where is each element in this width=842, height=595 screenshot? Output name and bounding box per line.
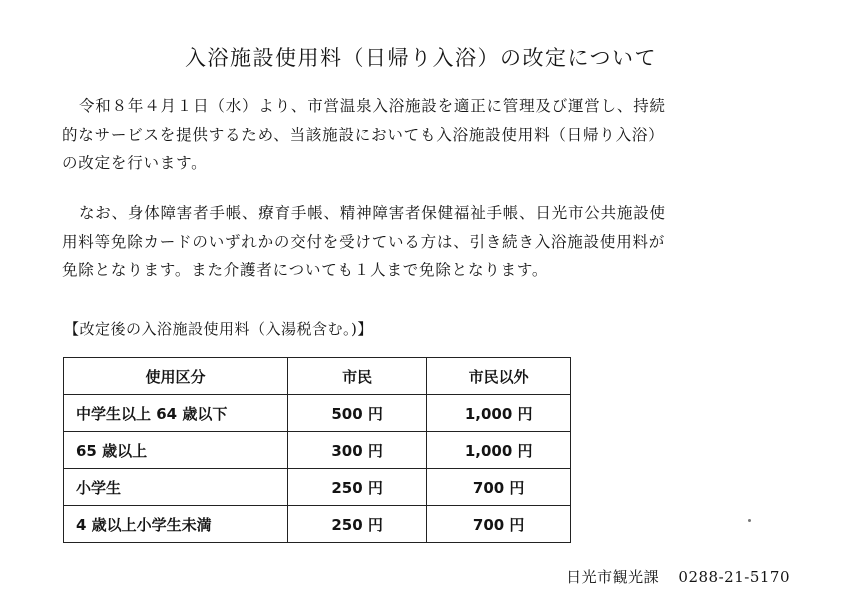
row-non-resident-price: 1,000 円	[427, 432, 571, 469]
header-category: 使用区分	[64, 358, 288, 395]
table-row	[64, 506, 571, 543]
row-non-resident-price: 1,000 円	[427, 395, 571, 432]
table-header-row	[64, 358, 571, 395]
table-caption: 【改定後の入浴施設使用料（入湯税含む。)】	[64, 320, 373, 338]
header-resident: 市民	[287, 358, 426, 395]
paragraph-line: 的なサービスを提供するため、当該施設においても入浴施設使用料（日帰り入浴）	[62, 125, 665, 144]
page-title: 入浴施設使用料（日帰り入浴）の改定について	[184, 46, 658, 70]
row-category: 小学生	[64, 469, 288, 506]
paragraph-line: の改定を行います。	[62, 154, 208, 172]
row-category: 4 歳以上小学生未満	[64, 506, 288, 543]
row-resident-price: 250 円	[287, 506, 426, 543]
row-category: 65 歳以上	[64, 432, 288, 469]
row-resident-price: 250 円	[287, 469, 426, 506]
table-row	[64, 395, 571, 432]
paragraph-line: 免除となります。また介護者についても１人まで免除となります。	[62, 261, 549, 279]
department-name: 日光市観光課	[566, 568, 660, 586]
contact-footer	[566, 566, 790, 587]
header-non-resident: 市民以外	[427, 358, 571, 395]
scan-speck	[748, 519, 751, 522]
fee-table	[63, 357, 571, 543]
phone-number: 0288-21-5170	[678, 568, 790, 586]
paragraph-line: 令和８年４月１日（水）より、市営温泉入浴施設を適正に管理及び運営し、持続	[79, 97, 666, 115]
row-resident-price: 500 円	[287, 395, 426, 432]
row-category: 中学生以上 64 歳以下	[64, 395, 288, 432]
exemption-paragraph	[62, 199, 782, 285]
paragraph-line: なお、身体障害者手帳、療育手帳、精神障害者保健福祉手帳、日光市公共施設使	[79, 204, 666, 222]
intro-paragraph	[62, 92, 782, 178]
row-resident-price: 300 円	[287, 432, 426, 469]
table-row	[64, 432, 571, 469]
table-row	[64, 469, 571, 506]
row-non-resident-price: 700 円	[427, 469, 571, 506]
row-non-resident-price: 700 円	[427, 506, 571, 543]
paragraph-line: 用料等免除カードのいずれかの交付を受けている方は、引き続き入浴施設使用料が	[62, 232, 666, 251]
